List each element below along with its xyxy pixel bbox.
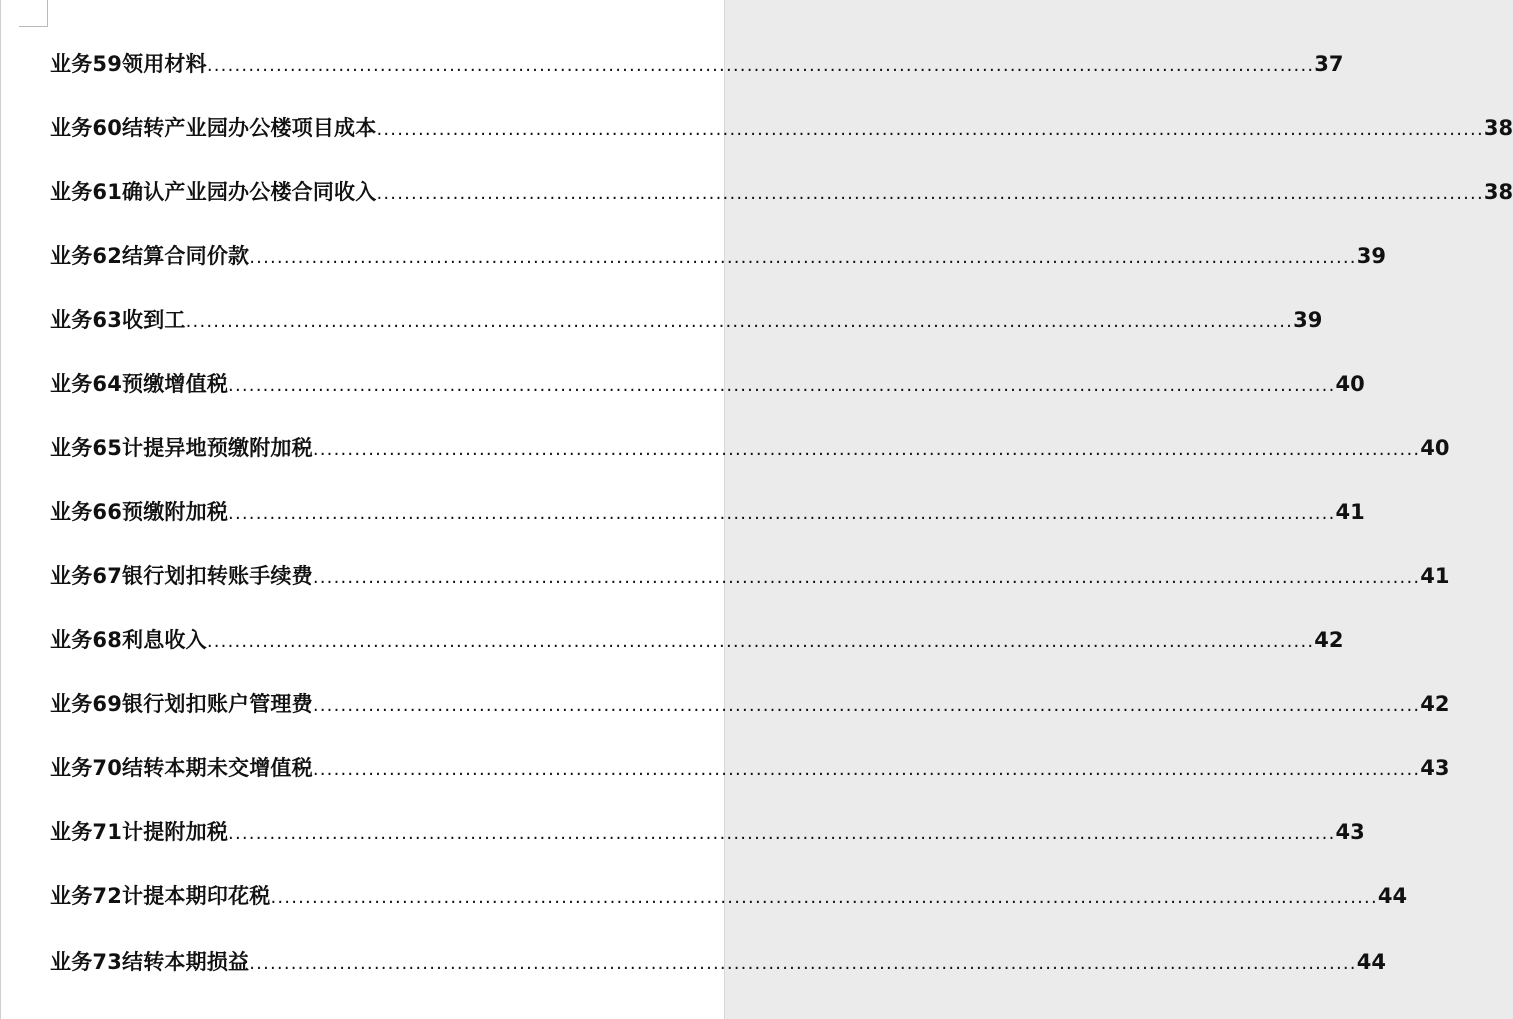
toc-entry-title: 业务71计提附加税: [50, 820, 229, 844]
toc-entry-page: 44: [1356, 950, 1386, 974]
toc-entry-page: 38: [1483, 116, 1513, 140]
toc-entry-title: 业务69银行划扣账户管理费: [50, 692, 313, 716]
toc-entry[interactable]: [50, 880, 1408, 912]
toc-entry[interactable]: [50, 304, 1323, 336]
toc-entry[interactable]: [50, 368, 1365, 400]
toc-entry-page: 38: [1483, 180, 1513, 204]
toc-entry-title: 业务65计提异地预缴附加税: [50, 436, 313, 460]
toc-dot-leader: ................................................................................................................................................................: [228, 375, 1336, 396]
toc-entry-title: 业务66预缴附加税: [50, 500, 229, 524]
page-left-edge: [0, 0, 1, 1019]
toc-entry-title: 业务67银行划扣转账手续费: [50, 564, 313, 588]
toc-dot-leader: ................................................................................................................................................................: [312, 759, 1421, 780]
toc-dot-leader: ................................................................................................................................................................: [376, 119, 1484, 140]
toc-dot-leader: ................................................................................................................................................................: [185, 311, 1294, 332]
toc-dot-leader: ................................................................................................................................................................: [228, 503, 1336, 524]
toc-entry-title: 业务73结转本期损益: [50, 950, 250, 974]
toc-entry[interactable]: [50, 688, 1450, 720]
toc-entry[interactable]: [50, 816, 1365, 848]
toc-entry-page: 39: [1293, 308, 1323, 332]
toc-dot-leader: ................................................................................................................................................................: [270, 887, 1378, 908]
toc-entry-page: 41: [1420, 564, 1450, 588]
toc-entry-title: 业务72计提本期印花税: [50, 884, 271, 908]
toc-entry[interactable]: [50, 48, 1344, 80]
toc-entry[interactable]: [50, 624, 1344, 656]
toc-entry-title: 业务61确认产业园办公楼合同收入: [50, 180, 377, 204]
toc-entry-page: 42: [1420, 692, 1450, 716]
toc-entry-title: 业务62结算合同价款: [50, 244, 250, 268]
toc-entry-page: 39: [1356, 244, 1386, 268]
toc-entry-page: 41: [1335, 500, 1365, 524]
margin-corner-mark: [19, 0, 48, 27]
toc-entry-title: 业务60结转产业园办公楼项目成本: [50, 116, 377, 140]
toc-dot-leader: ................................................................................................................................................................: [249, 247, 1357, 268]
toc-entry-title: 业务64预缴增值税: [50, 372, 229, 396]
toc-entry[interactable]: [50, 240, 1386, 272]
toc-entry-page: 40: [1420, 436, 1450, 460]
toc-entry-title: 业务68利息收入: [50, 628, 207, 652]
toc-entry-page: 42: [1314, 628, 1344, 652]
toc-entry[interactable]: [50, 496, 1365, 528]
toc-dot-leader: ................................................................................................................................................................: [228, 823, 1336, 844]
toc-entry-page: 44: [1377, 884, 1408, 908]
toc-entry[interactable]: [50, 946, 1386, 978]
toc-entry-title: 业务59领用材料: [50, 52, 207, 76]
toc-dot-leader: ................................................................................................................................................................: [312, 439, 1421, 460]
toc-dot-leader: ................................................................................................................................................................: [312, 567, 1421, 588]
toc-entry-title: 业务70结转本期未交增值税: [50, 756, 313, 780]
toc-entry-page: 43: [1420, 756, 1450, 780]
toc-dot-leader: ................................................................................................................................................................: [206, 631, 1315, 652]
toc-entry-page: 37: [1314, 52, 1344, 76]
toc-entry[interactable]: [50, 112, 1513, 144]
toc-entry-title: 业务63收到工: [50, 308, 186, 332]
toc-dot-leader: ................................................................................................................................................................: [312, 695, 1421, 716]
toc-entry-page: 43: [1335, 820, 1365, 844]
toc-entry[interactable]: [50, 752, 1450, 784]
toc-entry[interactable]: [50, 432, 1450, 464]
toc-entry-page: 40: [1335, 372, 1365, 396]
toc-dot-leader: ................................................................................................................................................................: [376, 183, 1484, 204]
toc-dot-leader: ................................................................................................................................................................: [249, 953, 1357, 974]
toc-entry[interactable]: [50, 560, 1450, 592]
toc-dot-leader: ................................................................................................................................................................: [206, 55, 1315, 76]
toc-entry[interactable]: [50, 176, 1513, 208]
